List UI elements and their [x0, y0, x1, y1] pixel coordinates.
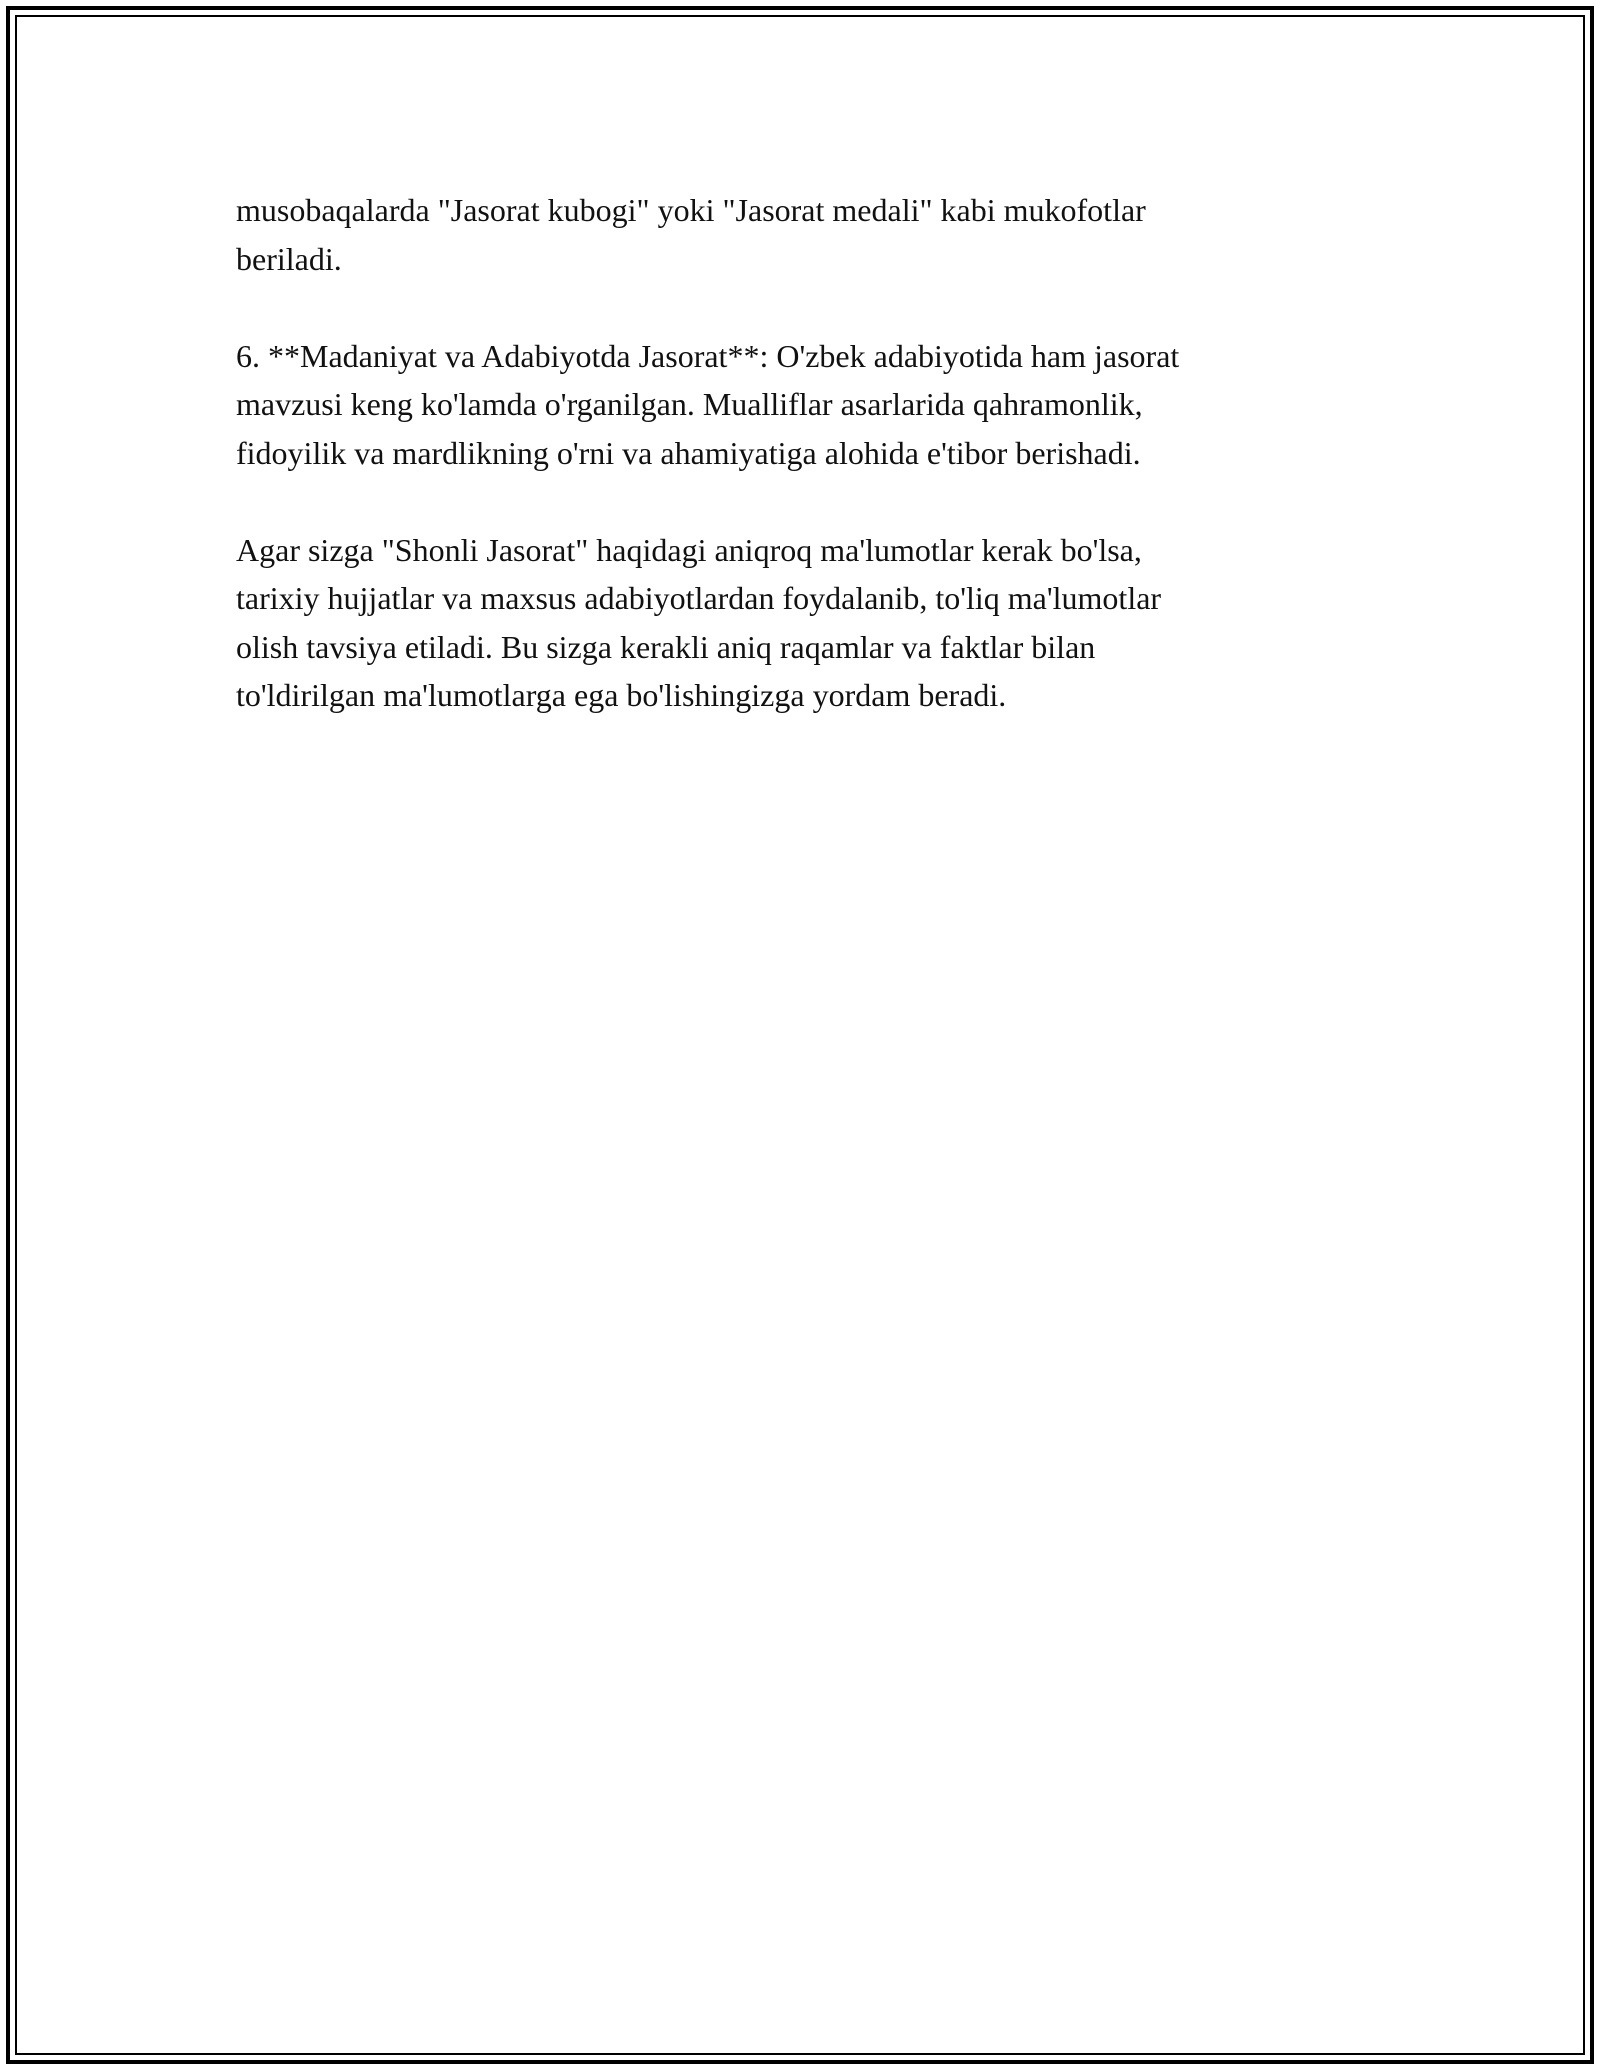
text-line: musobaqalarda "Jasorat kubogi" yoki "Jasorat medali" kabi mukofotlar: [236, 192, 1146, 228]
text-line: fidoyilik va mardlikning o'rni va ahamiyatiga alohida e'tibor berishadi.: [236, 434, 1141, 471]
text-line: Agar sizga "Shonli Jasorat" haqidagi aniqroq ma'lumotlar kerak bo'lsa,: [236, 531, 1142, 568]
paragraph-awards-continuation: [236, 186, 1366, 283]
document-body: [236, 186, 1366, 720]
text-line: 6. **Madaniyat va Adabiyotda Jasorat**: O'zbek adabiyotida ham jasorat: [236, 337, 1180, 374]
paragraph-recommendation: [236, 526, 1366, 720]
text-line: tarixiy hujjatlar va maxsus adabiyotlardan foydalanib, to'liq ma'lumotlar: [236, 580, 1162, 616]
text-line: to'ldirilgan ma'lumotlarga ega bo'lishingizga yordam beradi.: [236, 677, 1007, 713]
text-line: beriladi.: [236, 240, 342, 277]
paragraph-culture-literature: [236, 332, 1366, 478]
text-line: mavzusi keng ko'lamda o'rganilgan. Mualliflar asarlarida qahramonlik,: [236, 386, 1143, 422]
text-line: olish tavsiya etiladi. Bu sizga kerakli aniq raqamlar va faktlar bilan: [236, 628, 1096, 665]
